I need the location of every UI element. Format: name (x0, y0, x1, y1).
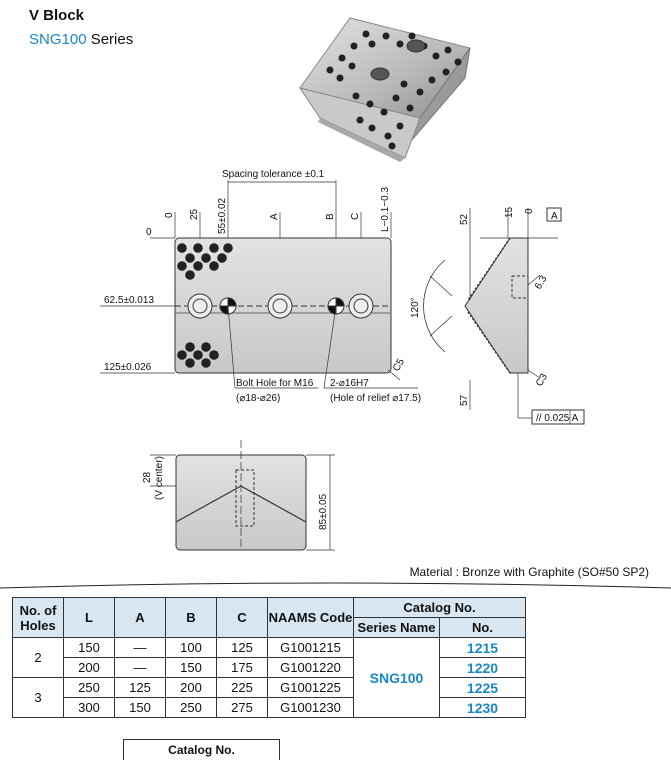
top-view (100, 180, 418, 388)
table-row (13, 678, 526, 698)
c3-label: C3 (534, 371, 550, 389)
cell-catalog-no[interactable]: 1225 (440, 678, 526, 698)
cell-c: 225 (217, 678, 268, 698)
cell-naams: G1001220 (268, 658, 354, 678)
side-dim-15: 15 (504, 206, 515, 218)
table-row (13, 698, 526, 718)
material-note: Material : Bronze with Graphite (SO#50 SP2) (409, 565, 649, 579)
cell-l: 300 (64, 698, 115, 718)
series-suffix: Series (86, 31, 134, 48)
catalog-no-box (123, 739, 280, 760)
cell-series-name: SNG100 (354, 638, 440, 718)
cell-l: 250 (64, 678, 115, 698)
top-dim-c: C (350, 212, 361, 220)
top-dim-55: 55±0.02 (217, 197, 228, 234)
section-divider (0, 582, 671, 590)
pin-relief-label: (Hole of relief ⌀17.5) (330, 393, 422, 404)
cell-a: — (115, 638, 166, 658)
header-catalog: Catalog No. (354, 598, 526, 618)
cell-a: — (115, 658, 166, 678)
page-title: V Block (29, 7, 85, 24)
cell-b: 200 (166, 678, 217, 698)
top-dim-a: A (269, 213, 280, 220)
cell-a: 125 (115, 678, 166, 698)
cell-naams: G1001230 (268, 698, 354, 718)
header-naams: NAAMS Code (268, 598, 354, 638)
cell-l: 200 (64, 658, 115, 678)
spec-table (12, 597, 526, 718)
header-no: No. (440, 618, 526, 638)
cell-c: 125 (217, 638, 268, 658)
side-dim-0: 0 (524, 208, 535, 214)
cell-holes: 3 (13, 678, 64, 718)
cell-catalog-no[interactable]: 1215 (440, 638, 526, 658)
header-holes: No. of Holes (13, 598, 64, 638)
front-dim-85: 85±0.05 (318, 493, 329, 530)
cell-naams: G1001215 (268, 638, 354, 658)
cell-b: 100 (166, 638, 217, 658)
cell-c: 275 (217, 698, 268, 718)
spacing-tolerance-label: Spacing tolerance ±0.1 (222, 169, 325, 180)
datum-a-label: A (551, 211, 558, 222)
dim-125: 125±0.026 (104, 362, 152, 373)
cell-naams: G1001225 (268, 678, 354, 698)
cell-c: 175 (217, 658, 268, 678)
cell-b: 250 (166, 698, 217, 718)
header-l: L (64, 598, 115, 638)
dim-62-5: 62.5±0.013 (104, 295, 154, 306)
table-row (13, 658, 526, 678)
header-a: A (115, 598, 166, 638)
angle-120-label: 120° (410, 297, 421, 318)
side-view (424, 208, 584, 424)
series-name: SNG100 (29, 31, 87, 48)
product-photo (300, 18, 470, 162)
parallel-tolerance-label: // 0.025 A (536, 413, 579, 424)
top-dim-l: L−0.1−0.3 (380, 186, 391, 232)
front-view (150, 440, 335, 550)
top-dim-25: 25 (189, 208, 200, 220)
top-dim-b: B (325, 213, 336, 220)
cell-a: 150 (115, 698, 166, 718)
header-b: B (166, 598, 217, 638)
side-dim-52: 52 (459, 213, 470, 225)
front-v-center-label: (V center) (154, 456, 165, 500)
catalog-no-box-label: Catalog No. (168, 743, 235, 757)
cell-catalog-no[interactable]: 1220 (440, 658, 526, 678)
top-dim-labels (164, 187, 391, 234)
bolt-hole-dia-label: (⌀18-⌀26) (236, 393, 281, 404)
side-dim-57: 57 (459, 394, 470, 406)
cell-catalog-no[interactable]: 1230 (440, 698, 526, 718)
left-zero-label: 0 (146, 227, 152, 238)
pin-hole-label: 2-⌀16H7 (330, 378, 369, 389)
front-dim-28: 28 (142, 471, 153, 483)
cell-holes: 2 (13, 638, 64, 678)
roughness-label: 6.3 (533, 273, 550, 292)
header-series-name: Series Name (354, 618, 440, 638)
table-row (13, 638, 526, 658)
header-c: C (217, 598, 268, 638)
c5-label: C5 (391, 356, 407, 374)
top-dim-0: 0 (164, 212, 175, 218)
cell-b: 150 (166, 658, 217, 678)
cell-l: 150 (64, 638, 115, 658)
bolt-hole-label: Bolt Hole for M16 (236, 378, 314, 389)
